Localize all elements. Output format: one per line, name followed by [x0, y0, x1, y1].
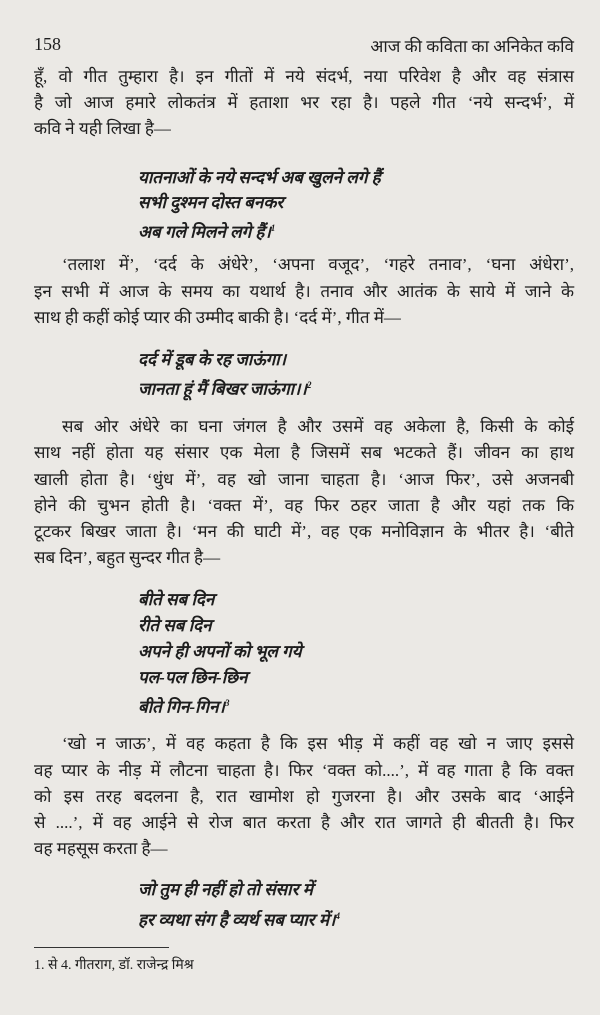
paragraph-line: खाली होता है। ‘धुंध में’, वह खो जाना चाहता है। ‘आज फिर’, उसे अजनबी	[34, 470, 574, 489]
paragraph-line: होने की चुभन होती है। ‘वक्त में’, वह फिर ठहर जाता है और यहां तक कि	[34, 496, 574, 515]
verse-line	[138, 692, 229, 719]
footnote-ref: 3	[224, 698, 230, 708]
footnote-rule	[34, 947, 169, 948]
running-title: आज की कविता का अनिकेत कवि	[370, 37, 574, 56]
paragraph-line: को इस तरह बदलना है, रात खामोश हो गुजरना है। और उसके बाद ‘आईने	[34, 787, 574, 806]
paragraph-line: सब ओर अंधेरे का घना जंगल है और उसमें वह अकेला है, किसी के कोई	[62, 417, 574, 436]
verse-line: सभी दुश्मन दोस्त बनकर	[138, 193, 284, 212]
paragraph-line: ‘तलाश में’, ‘दर्द के अंधेरे’, ‘अपना वजूद’, ‘गहरे तनाव’, ‘घना अंधेरा’,	[62, 255, 574, 274]
verse-text: अब गले मिलने लगे हैं।	[138, 222, 271, 242]
footnote-ref: 1	[270, 223, 276, 233]
verse-line: बीते सब दिन	[138, 590, 215, 609]
paragraph-line: वह महसूस करता है—	[34, 839, 168, 858]
verse-text: बीते गिन-गिन।	[138, 697, 225, 717]
verse-line: दर्द में डूब के रह जाऊंगा।	[138, 350, 287, 369]
paragraph-line: सब दिन’, बहुत सुन्दर गीत है—	[34, 548, 221, 567]
paragraph-line: कवि ने यही लिखा है—	[34, 119, 171, 138]
paragraph-line: साथ ही कहीं कोई प्यार की उम्मीद बाकी है। ‘दर्द में’, गीत में—	[34, 308, 401, 327]
paragraph-line: साथ नहीं होता यह संसार एक मेला है जिसमें सब भटकते हैं। जीवन का हाथ	[34, 443, 574, 462]
paragraph-line: है जो आज हमारे लोकतंत्र में हताशा भर रहा है। पहले गीत ‘नये सन्दर्भ’, में	[34, 93, 574, 112]
paragraph-line: वह प्यार के नीड़ में लौटना चाहता है। फिर ‘वक्त को....’, में वह गाता है कि वक्त	[34, 761, 574, 780]
verse-line: यातनाओं के नये सन्दर्भ अब खुलने लगे हैं	[138, 168, 381, 187]
verse-line	[138, 374, 311, 401]
paragraph-line: से ....’, में वह आईने से रोज बात करता है और रात जागते ही बीतती है। फिर	[34, 813, 574, 832]
paragraph-line: ‘खो न जाऊ’, में वह कहता है कि इस भीड़ में कहीं वह खो न जाए इससे	[62, 734, 574, 753]
verse-text: जानता हूं मैं बिखर जाऊंगा।।	[138, 379, 307, 399]
verse-line: अपने ही अपनों को भूल गये	[138, 642, 302, 661]
footnote: 1. से 4. गीतराग, डॉ. राजेन्द्र मिश्र	[34, 958, 194, 973]
page-number: 158	[34, 34, 61, 54]
paragraph-line: हूँ, वो गीत तुम्हारा है। इन गीतों में नये संदर्भ, नया परिवेश है और वह संत्रास	[34, 67, 574, 86]
footnote-ref: 2	[306, 380, 312, 390]
verse-line: रीते सब दिन	[138, 616, 212, 635]
verse-line: जो तुम ही नहीं हो तो संसार में	[138, 880, 313, 899]
verse-line	[138, 905, 340, 932]
verse-line	[138, 217, 275, 244]
paragraph-line: टूटकर बिखर जाता है। ‘मन की घाटी में’, वह एक मनोविज्ञान के भीतर है। ‘बीते	[34, 522, 574, 541]
verse-line: पल-पल छिन-छिन	[138, 668, 248, 687]
verse-text: हर व्यथा संग है व्यर्थ सब प्यार में।	[138, 910, 336, 930]
paragraph-line: इन सभी में आज के समय का यथार्थ है। तनाव और आतंक के साये में जाने के	[34, 282, 574, 301]
footnote-ref: 4	[335, 911, 340, 921]
